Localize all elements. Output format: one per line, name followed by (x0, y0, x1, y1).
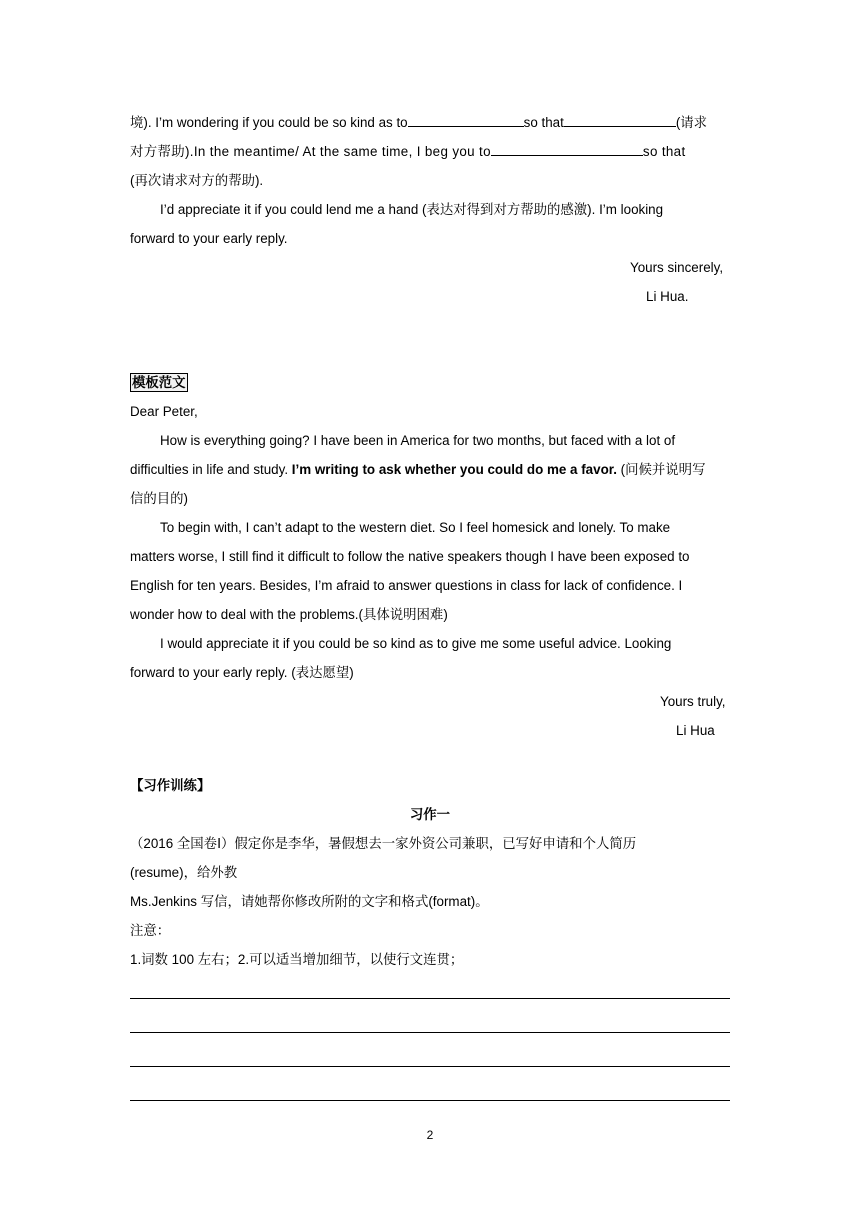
template-line-1: 境). I’m wondering if you could be so kind as to so that (请求 (130, 115, 708, 130)
practice-line-4: 注意： (130, 923, 171, 938)
sample-p2-line-4: wonder how to deal with the problems.(具体说明困难) (130, 607, 448, 622)
writing-line[interactable] (130, 998, 730, 999)
practice-line-5: 1.词数 100 左右；2.可以适当增加细节，以使行文连贯； (130, 952, 464, 967)
sample-p3-line-2: forward to your early reply. (表达愿望) (130, 665, 354, 680)
practice-section-heading: 【习作训练】 (130, 778, 211, 793)
practice-line-2: (resume)，给外教 (130, 865, 238, 880)
sample-p1-line-2: difficulties in life and study. I’m writing to ask whether you could do me a favor. (问候并说明写 (130, 462, 706, 477)
template-signature: Li Hua. (646, 289, 689, 304)
template-closing: Yours sincerely, (630, 260, 724, 275)
sample-p1-line-1: How is everything going? I have been in America for two months, but faced with a lot of (160, 433, 676, 448)
practice-line-3: Ms.Jenkins 写信，请她帮你修改所附的文字和格式(format)。 (130, 894, 489, 909)
template-line-4: I’d appreciate it if you could lend me a hand (表达对得到对方帮助的感激). I’m looking (160, 202, 664, 217)
sample-essay (130, 368, 730, 745)
fill-blank[interactable] (564, 114, 676, 127)
writing-line[interactable] (130, 1100, 730, 1101)
practice-title: 习作一 (409, 807, 451, 822)
sample-closing: Yours truly, (660, 694, 726, 709)
page-number: 2 (426, 1128, 434, 1142)
template-line-2: 对方帮助).In the meantime/ At the same time, I beg you to so that (130, 144, 686, 159)
template-letter-end (130, 108, 730, 311)
sample-p1-line-3: 信的目的) (130, 491, 189, 506)
practice-line-1: （2016 全国卷Ⅰ）假定你是李华，暑假想去一家外资公司兼职，已写好申请和个人简历 (130, 836, 637, 851)
sample-p3-line-1: I would appreciate it if you could be so kind as to give me some useful advice. Looking (160, 636, 672, 651)
sample-heading-row (130, 368, 730, 397)
template-line-3: (再次请求对方的帮助). (130, 173, 264, 188)
sample-signature: Li Hua (676, 723, 715, 738)
practice-section (130, 771, 730, 974)
fill-blank[interactable] (408, 114, 524, 127)
writing-line[interactable] (130, 1066, 730, 1067)
fill-blank[interactable] (491, 143, 643, 156)
sample-p2-line-1: To begin with, I can’t adapt to the western diet. So I feel homesick and lonely. To make (160, 520, 671, 535)
sample-p2-line-3: English for ten years. Besides, I’m afraid to answer questions in class for lack of confidence. I (130, 578, 683, 593)
sample-p2-line-2: matters worse, I still find it difficult to follow the native speakers though I have been exposed to (130, 549, 690, 564)
sample-heading: 模板范文 (132, 375, 186, 390)
template-line-5: forward to your early reply. (130, 231, 288, 246)
sample-salutation: Dear Peter, (130, 404, 198, 419)
writing-line[interactable] (130, 1032, 730, 1033)
